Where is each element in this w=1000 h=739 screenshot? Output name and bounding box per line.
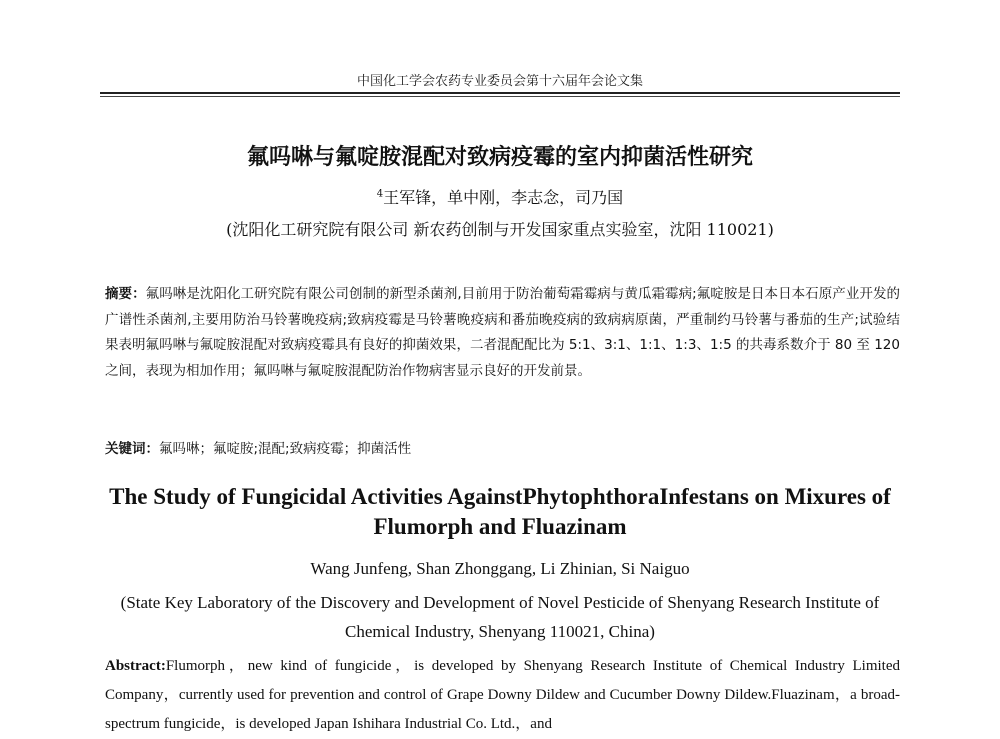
english-title: The Study of Fungicidal Activities AgainstPhytophthoraInfestans on Mixures of Flumorph and Fluazinam [109, 484, 891, 539]
chinese-abstract-text: 氟吗啉是沈阳化工研究院有限公司创制的新型杀菌剂,目前用于防治葡萄霜霉病与黄瓜霜霉病;氟啶胺是日本日本石原产业开发的广谱性杀菌剂,主要用防治马铃薯晚疫病;致病疫霉是马铃薯晚疫病和番茄晚疫病的致病病原菌，严重制约马铃薯与番茄的生产;试验结果表明氟吗啉与氟啶胺混配对致病疫霉具有良好的抑菌效果，二者混配配比为 5:1、3:1、1:1、1:3、1:5 的共毒系数介于 80 至 120 之间，表现为相加作用；氟吗啉与氟啶胺混配防治作物病害显示良好的开发前景。 [105, 286, 901, 379]
author-footnote-mark: 4 [376, 188, 384, 200]
english-abstract [105, 652, 900, 739]
chinese-abstract-label: 摘要： [105, 286, 146, 302]
chinese-keywords-label: 关键词： [105, 441, 159, 457]
chinese-affiliation: (沈阳化工研究院有限公司 新农药创制与开发国家重点实验室，沈阳 110021) [226, 220, 774, 239]
chinese-abstract [105, 282, 900, 384]
running-header: 中国化工学会农药专业委员会第十六届年会论文集 [356, 74, 643, 89]
chinese-keywords-text: 氟吗啉；氟啶胺;混配;致病疫霉；抑菌活性 [159, 441, 412, 457]
chinese-authors [0, 185, 1000, 208]
header-rule [100, 92, 900, 94]
english-affiliation: (State Key Laboratory of the Discovery and Development of Novel Pesticide of Shenyang Research Institute of Chemical Industry, Shenyang 110021, China) [120, 593, 880, 641]
english-abstract-label: Abstract: [105, 658, 166, 674]
chinese-author-names: 王军锋，单中刚，李志念，司乃国 [383, 188, 624, 207]
header-rule-thin [100, 96, 900, 97]
chinese-keywords [105, 437, 900, 457]
english-abstract-text: Flumorph，new kind of fungicide，is developed by Shenyang Research Institute of Chemical Industry Limited Company，currently used for prevention and control of Grape Downy Dildew and Cucumber Downy Dildew.Fluazinam，a broad-spectrum fungicide，is developed Japan Ishihara Industrial Co. Ltd.，and [105, 658, 900, 732]
chinese-title: 氟吗啉与氟啶胺混配对致病疫霉的室内抑菌活性研究 [246, 145, 753, 170]
english-authors: Wang Junfeng, Shan Zhonggang, Li Zhinian, Si Naiguo [310, 559, 690, 578]
